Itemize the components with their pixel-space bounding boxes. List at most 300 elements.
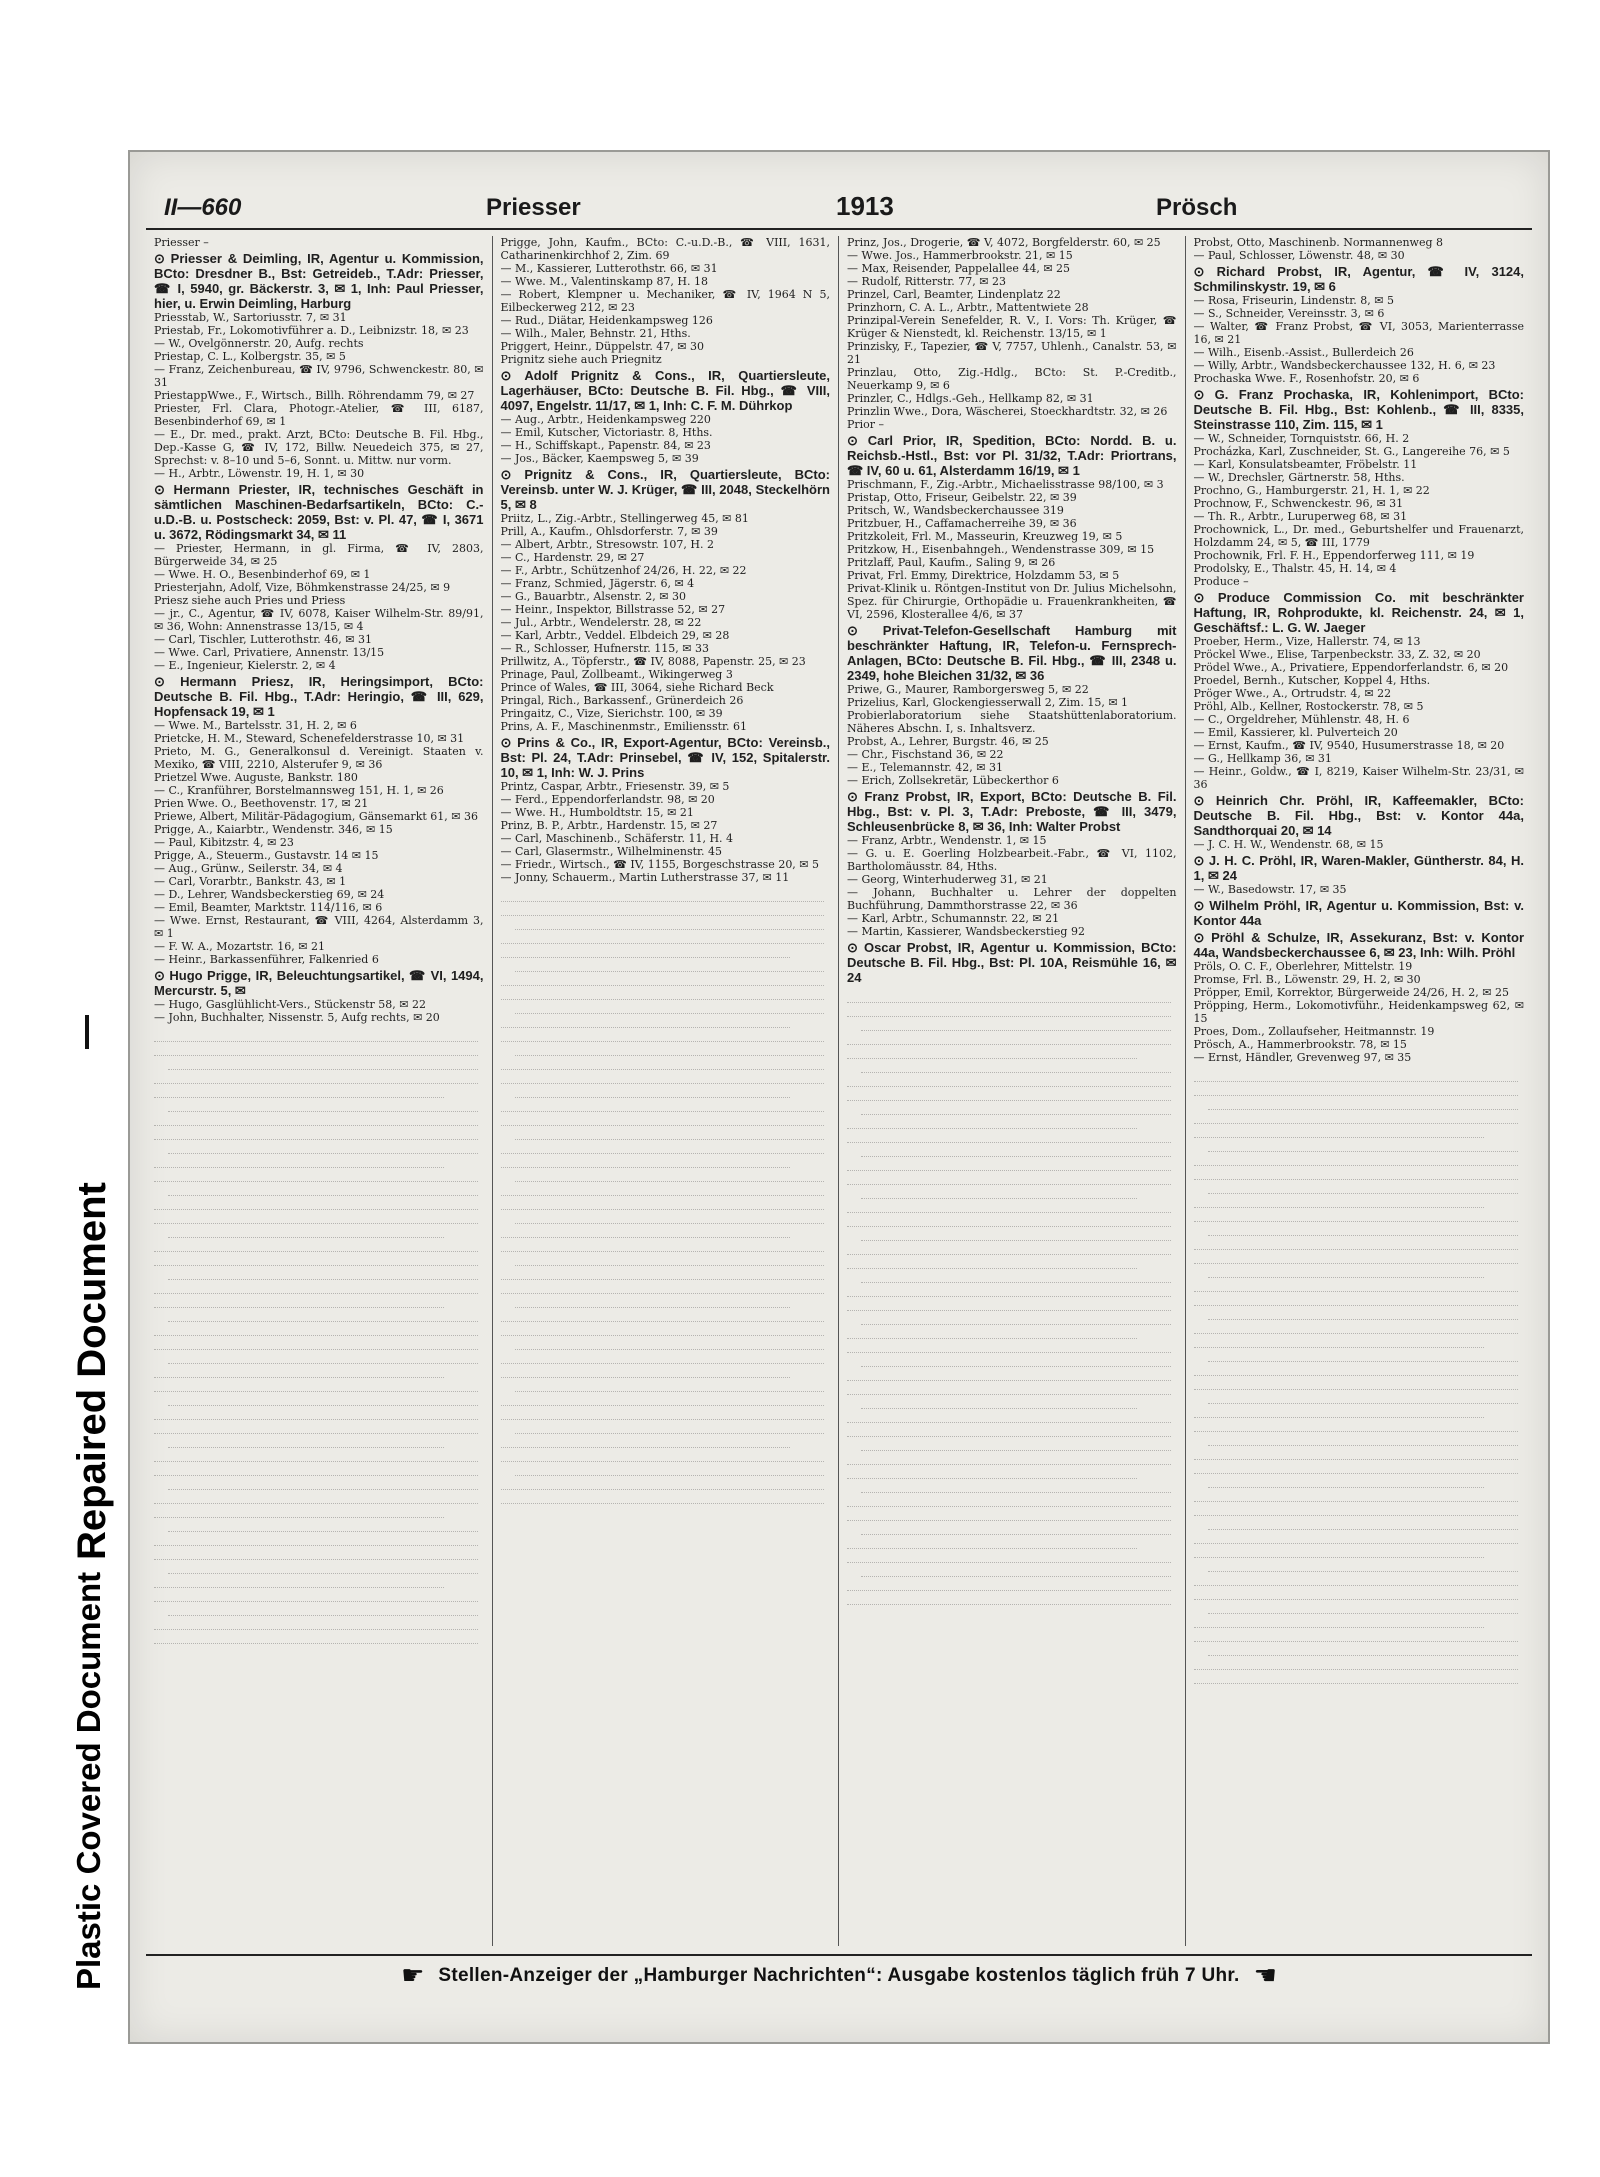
directory-entry-firm: ⊙ Hugo Prigge, IR, Beleuchtungsartikel, ☎ VI, 1494, Mercurstr. 5, ✉ xyxy=(154,968,484,998)
directory-entry: — E., Telemannstr. 42, ✉ 31 xyxy=(847,761,1004,774)
directory-entry: — Wilh., Eisenb.-Assist., Bullerdeich 26 xyxy=(1193,346,1414,359)
illegible-text-line xyxy=(501,1448,825,1462)
directory-entry: — W., Drechsler, Gärtnerstr. 58, Hths. xyxy=(1193,471,1405,484)
illegible-text-line xyxy=(847,1409,1171,1423)
directory-entry: — Ernst, Kaufm., ☎ IV, 9540, Husumerstrasse 18, ✉ 20 xyxy=(1193,739,1505,752)
illegible-text-line xyxy=(1194,1502,1519,1516)
directory-entry: Pringal, Rich., Barkassenf., Grünerdeich 26 xyxy=(500,694,744,707)
illegible-text-line xyxy=(1208,1306,1519,1320)
directory-entry: — S., Schneider, Vereinsstr. 3, ✉ 6 xyxy=(1193,307,1385,320)
illegible-text-line xyxy=(501,1406,825,1420)
illegible-text-line xyxy=(168,1056,478,1070)
directory-entry: Prien Wwe. O., Beethovenstr. 17, ✉ 21 xyxy=(154,797,369,810)
directory-entry: Prietzel Wwe. Auguste, Bankstr. 180 xyxy=(154,771,358,784)
directory-entry: — Wilh., Maler, Behnstr. 21, Hths. xyxy=(500,327,691,340)
directory-entry: — Th. R., Arbtr., Luruperweg 68, ✉ 31 xyxy=(1193,510,1408,523)
illegible-text-line xyxy=(501,1112,825,1126)
illegible-text-line xyxy=(501,1098,825,1112)
directory-entry: Pringaitz, C., Vize, Sierichstr. 100, ✉ 39 xyxy=(500,707,723,720)
directory-entry: Pritsch, W., Wandsbeckerchaussee 319 xyxy=(847,504,1064,517)
illegible-text-line xyxy=(1194,1404,1485,1418)
illegible-text-line xyxy=(168,1560,478,1574)
directory-entry: Prillwitz, A., Töpferstr., ☎ IV, 8088, Papenstr. 25, ✉ 23 xyxy=(500,655,806,668)
scanned-page xyxy=(128,150,1550,2044)
illegible-text-line xyxy=(501,1476,825,1490)
illegible-text-line xyxy=(847,1507,1171,1521)
illegible-text-line xyxy=(154,1280,478,1294)
illegible-text-line xyxy=(847,1255,1137,1269)
directory-entry: — Wwe. M., Bartelsstr. 31, H. 2, ✉ 6 xyxy=(154,719,357,732)
illegible-text-line xyxy=(154,1210,478,1224)
illegible-text-line xyxy=(1194,1530,1519,1544)
directory-entry: — C., Orgeldreher, Mühlenstr. 48, H. 6 xyxy=(1193,713,1410,726)
directory-entry: — Friedr., Wirtsch., ☎ IV, 1155, Borgeschstrasse 20, ✉ 5 xyxy=(500,858,820,871)
directory-entry: Pritzlaff, Paul, Kaufm., Saling 9, ✉ 26 xyxy=(847,556,1056,569)
directory-entry-firm: ⊙ Franz Probst, IR, Export, BCto: Deutsche B. Fil. Hbg., Bst: v. Pl. 3, T.Adr: Preboste, ☎ III, 3479, Schleusenbrücke 8, ✉ 36, Inh: Walter Probst xyxy=(847,789,1177,834)
illegible-text-line xyxy=(154,1364,444,1378)
illegible-text-line xyxy=(1208,1222,1519,1236)
illegible-text-line xyxy=(847,989,1171,1003)
directory-entry: Privat, Frl. Emmy, Direktrice, Holzdamm 53, ✉ 5 xyxy=(847,569,1120,582)
illegible-text-line xyxy=(154,1462,478,1476)
directory-entry: — Ernst, Händler, Grevenweg 97, ✉ 35 xyxy=(1193,1051,1412,1064)
directory-entry: — Carl, Vorarbtr., Bankstr. 43, ✉ 1 xyxy=(154,875,347,888)
illegible-text-line xyxy=(1194,1656,1519,1670)
illegible-text-line xyxy=(1194,1068,1519,1082)
illegible-text-line xyxy=(861,1185,1137,1199)
directory-column xyxy=(1186,236,1533,1946)
illegible-text-line xyxy=(1208,1642,1519,1656)
directory-entry: — Martin, Kassierer, Wandsbeckerstieg 92 xyxy=(847,925,1085,938)
directory-entry: — M., Kassierer, Lutterothstr. 66, ✉ 31 xyxy=(500,262,718,275)
directory-entry: Prignitz siehe auch Priegnitz xyxy=(500,353,662,366)
directory-entry: Pröpping, Herm., Lokomotivführ., Heidenkampsweg 62, ✉ 15 xyxy=(1193,999,1524,1025)
directory-entry: — H., Schiffskapt., Papenstr. 84, ✉ 23 xyxy=(500,439,711,452)
directory-entry: — Jul., Arbtr., Wendelerstr. 28, ✉ 22 xyxy=(500,616,702,629)
directory-entry-firm: ⊙ Heinrich Chr. Pröhl, IR, Kaffeemakler, BCto: Deutsche B. Fil. Hbg., Bst: v. Kontor 44a, Sandthorquai 20, ✉ 14 xyxy=(1193,793,1524,838)
directory-entry: Prill, A., Kaufm., Ohlsdorferstr. 7, ✉ 39 xyxy=(500,525,718,538)
illegible-text-line xyxy=(154,1420,478,1434)
directory-entry: — Rosa, Friseurin, Lindenstr. 8, ✉ 5 xyxy=(1193,294,1394,307)
illegible-text-line xyxy=(501,1322,825,1336)
directory-entry: Prochownick, L., Dr. med., Geburtshelfer und Frauenarzt, Holzdamm 24, ✉ 5, ☎ III, 1779 xyxy=(1193,523,1524,549)
illegible-text-line xyxy=(1194,1152,1519,1166)
directory-entry: — Wwe. H., Humboldtstr. 15, ✉ 21 xyxy=(500,806,694,819)
illegible-text-line xyxy=(168,1098,478,1112)
illegible-text-line xyxy=(1194,1376,1519,1390)
illegible-text-line xyxy=(168,1266,478,1280)
illegible-text-line xyxy=(861,1143,1171,1157)
illegible-text-line xyxy=(861,1059,1171,1073)
directory-entry: — Karl, Arbtr., Schumannstr. 22, ✉ 21 xyxy=(847,912,1060,925)
directory-column xyxy=(146,236,493,1946)
directory-entry: Promse, Frl. B., Löwenstr. 29, H. 2, ✉ 30 xyxy=(1193,973,1421,986)
directory-entry: Pröger Wwe., A., Ortrudstr. 4, ✉ 22 xyxy=(1193,687,1392,700)
directory-entry: Prior – xyxy=(847,418,885,431)
illegible-text-line xyxy=(515,1462,825,1476)
directory-entry: Proes, Dom., Zollaufseher, Heitmannstr. 19 xyxy=(1193,1025,1435,1038)
illegible-text-line xyxy=(501,1238,825,1252)
illegible-text-line xyxy=(1208,1516,1519,1530)
directory-entry: Priewe, Albert, Militär-Pädagogium, Gänsemarkt 61, ✉ 36 xyxy=(154,810,478,823)
directory-entry: — Willy, Arbtr., Wandsbeckerchaussee 132, H. 6, ✉ 23 xyxy=(1193,359,1496,372)
directory-entry: Prigge, John, Kaufm., BCto: C.-u.D.-B., ☎ VIII, 1631, Catharinenkirchhof 2, Zim. 69 xyxy=(500,236,830,262)
directory-entry: — Franz, Arbtr., Wendenstr. 1, ✉ 15 xyxy=(847,834,1047,847)
directory-entry: Priitz, L., Zig.-Arbtr., Stellingerweg 45, ✉ 81 xyxy=(500,512,749,525)
directory-entry: — Aug., Grünw., Seilerstr. 34, ✉ 4 xyxy=(154,862,343,875)
illegible-text-line xyxy=(1194,1208,1519,1222)
illegible-text-line xyxy=(154,1126,478,1140)
directory-entry-firm: ⊙ Adolf Prignitz & Cons., IR, Quartiersleute, Lagerhäuser, BCto: Deutsche B. Fil. Hbg., ☎ VIII, 4097, Engelstr. 11/17, ✉ 1, Inh: C. F. M. Dührkop xyxy=(500,368,830,413)
directory-entry: — Wwe. M., Valentinskamp 87, H. 18 xyxy=(500,275,709,288)
directory-entry-firm: ⊙ Privat-Telefon-Gesellschaft Hamburg mit beschränkter Haftung, IR, Telefon-u. Fernsprech-Anlagen, BCto: Deutsche B. Fil. Hbg., ☎ III, 2348 u. 2349, hohe Bleichen 31/32, ✉ 36 xyxy=(847,623,1177,683)
illegible-text-line xyxy=(501,1070,825,1084)
directory-entry: — Carl, Maschinenb., Schäferstr. 11, H. 4 xyxy=(500,832,734,845)
directory-entry: — Emil, Beamter, Marktstr. 114/116, ✉ 6 xyxy=(154,901,383,914)
illegible-text-line xyxy=(501,1140,825,1154)
illegible-text-block xyxy=(501,888,831,1504)
illegible-text-line xyxy=(847,1241,1171,1255)
illegible-text-line xyxy=(1194,1278,1519,1292)
illegible-text-line xyxy=(501,1308,825,1322)
directory-entry: Prince of Wales, ☎ III, 3064, siehe Richard Beck xyxy=(500,681,774,694)
illegible-text-line xyxy=(861,1563,1171,1577)
directory-entry-firm: ⊙ Richard Probst, IR, Agentur, ☎ IV, 3124, Schmilinskystr. 19, ✉ 6 xyxy=(1193,264,1524,294)
illegible-text-line xyxy=(1208,1432,1519,1446)
directory-entry: Prieto, M. G., Generalkonsul d. Vereinigt. Staaten v. Mexiko, ☎ VIII, 2210, Alsterufer 9, ✉ 36 xyxy=(154,745,484,771)
directory-entry: Produce – xyxy=(1193,575,1249,588)
directory-entry-firm: ⊙ Hermann Priester, IR, technisches Geschäft in sämtlichen Maschinen-Bedarfsartikeln, BCto: C.-u.D.-B. u. Postscheck: 2059, Bst: v. Pl. 47, ☎ I, 3671 u. 3672, Rödingsmarkt 34, ✉ 11 xyxy=(154,482,484,542)
illegible-text-line xyxy=(154,1238,478,1252)
illegible-text-line xyxy=(515,1042,825,1056)
illegible-text-line xyxy=(861,1521,1171,1535)
illegible-text-line xyxy=(515,1126,825,1140)
directory-entry: Prinzler, C., Hdlgs.-Geh., Hellkamp 82, ✉ 31 xyxy=(847,392,1094,405)
footer-advert xyxy=(146,1954,1532,1996)
illegible-text-line xyxy=(154,1028,478,1042)
illegible-text-line xyxy=(168,1308,478,1322)
directory-entry: Prochownik, Frl. F. H., Eppendorferweg 111, ✉ 19 xyxy=(1193,549,1475,562)
directory-entry: — Carl, Tischler, Lutterothstr. 46, ✉ 31 xyxy=(154,633,372,646)
directory-entry: Prizelius, Karl, Glockengiesserwall 2, Zim. 15, ✉ 1 xyxy=(847,696,1129,709)
illegible-text-line xyxy=(168,1182,478,1196)
illegible-text-line xyxy=(515,1168,825,1182)
illegible-text-line xyxy=(501,1490,825,1504)
illegible-text-line xyxy=(501,944,791,958)
directory-entry: Prödel Wwe., A., Privatiere, Eppendorferlandstr. 6, ✉ 20 xyxy=(1193,661,1509,674)
directory-entry: Probierlaboratorium siehe Staatshüttenlaboratorium. Näheres Abschn. I, s. Inhaltsverz. xyxy=(847,709,1177,735)
directory-entry: — Chr., Fischstand 36, ✉ 22 xyxy=(847,748,1004,761)
illegible-text-line xyxy=(515,1210,825,1224)
illegible-text-line xyxy=(154,1336,478,1350)
illegible-text-line xyxy=(154,1490,478,1504)
illegible-text-line xyxy=(501,1350,825,1364)
directory-entry: — Wwe. H. O., Besenbinderhof 69, ✉ 1 xyxy=(154,568,371,581)
directory-entry: Prischmann, F., Zig.-Arbtr., Michaelisstrasse 98/100, ✉ 3 xyxy=(847,478,1164,491)
directory-entry: Prochno, G., Hamburgerstr. 21, H. 1, ✉ 22 xyxy=(1193,484,1430,497)
directory-column xyxy=(493,236,840,1946)
directory-entry: — jr., C., Agentur, ☎ IV, 6078, Kaiser Wilhelm-Str. 89/91, ✉ 36, Wohn: Annenstrasse 13/15, ✉ 4 xyxy=(154,607,484,633)
illegible-text-line xyxy=(847,1465,1137,1479)
directory-entry: — Hugo, Gasglühlicht-Vers., Stückenstr 58, ✉ 22 xyxy=(154,998,426,1011)
directory-entry: — W., Basedowstr. 17, ✉ 35 xyxy=(1193,883,1347,896)
directory-entry: — Emil, Kassierer, kl. Pulverteich 20 xyxy=(1193,726,1398,739)
illegible-text-line xyxy=(154,1630,478,1644)
illegible-text-line xyxy=(501,1028,825,1042)
header-year: 1913 xyxy=(836,191,894,221)
directory-entry: Prodolsky, E., Thalstr. 45, H. 14, ✉ 4 xyxy=(1193,562,1397,575)
directory-entry: — Franz, Schmied, Jägerstr. 6, ✉ 4 xyxy=(500,577,695,590)
illegible-text-line xyxy=(168,1434,444,1448)
illegible-text-line xyxy=(1208,1474,1485,1488)
directory-entry: — Rudolf, Ritterstr. 77, ✉ 23 xyxy=(847,275,1006,288)
directory-entry: Prinage, Paul, Zollbeamt., Wikingerweg 3 xyxy=(500,668,733,681)
illegible-text-line xyxy=(847,1535,1137,1549)
illegible-text-line xyxy=(1208,1138,1519,1152)
illegible-text-line xyxy=(1208,1390,1519,1404)
directory-entry: Prochaska Wwe. F., Rosenhofstr. 20, ✉ 6 xyxy=(1193,372,1420,385)
directory-entry: — R., Schlosser, Hufnerstr. 115, ✉ 33 xyxy=(500,642,709,655)
directory-column xyxy=(839,236,1186,1946)
directory-entry-firm: ⊙ Priesser & Deimling, IR, Agentur u. Kommission, BCto: Dresdner B., Bst: Getreideb., T.Adr: Priesser, ☎ I, 5940, gr. Bäckerstr. 3, ✉ 1, Inh: Paul Priesser, hier, u. Erwin Deimling, Harburg xyxy=(154,251,484,311)
directory-entry: Pröpper, Emil, Korrektor, Bürgerweide 24/26, H. 2, ✉ 25 xyxy=(1193,986,1509,999)
illegible-text-line xyxy=(1194,1614,1485,1628)
directory-entry: — Karl, Konsulatsbeamter, Fröbelstr. 11 xyxy=(1193,458,1418,471)
directory-entry: — W., Ovelgönnerstr. 20, Aufg. rechts xyxy=(154,337,364,350)
directory-entry: — Heinr., Inspektor, Billstrasse 52, ✉ 27 xyxy=(500,603,726,616)
directory-entry: — H., Arbtr., Löwenstr. 19, H. 1, ✉ 30 xyxy=(154,467,365,480)
illegible-text-line xyxy=(515,1336,825,1350)
directory-entry: Proeber, Herm., Vize, Hallerstr. 74, ✉ 13 xyxy=(1193,635,1421,648)
directory-entry: — Paul, Schlosser, Löwenstr. 48, ✉ 30 xyxy=(1193,249,1405,262)
illegible-text-line xyxy=(1194,1446,1519,1460)
directory-entry: — F. W. A., Mozartstr. 16, ✉ 21 xyxy=(154,940,325,953)
illegible-text-line xyxy=(501,1014,791,1028)
illegible-text-line xyxy=(168,1350,478,1364)
directory-entry: Priester, Frl. Clara, Photogr.-Atelier, ☎ III, 6187, Besenbinderhof 69, ✉ 1 xyxy=(154,402,484,428)
directory-entry: Pritzbuer, H., Caffamacherreihe 39, ✉ 36 xyxy=(847,517,1077,530)
illegible-text-line xyxy=(847,1087,1171,1101)
illegible-text-line xyxy=(154,1574,444,1588)
illegible-text-block xyxy=(1194,1068,1525,1684)
illegible-text-line xyxy=(154,1546,478,1560)
illegible-text-line xyxy=(861,1395,1137,1409)
illegible-text-line xyxy=(501,1392,825,1406)
header-first-name: Priesser xyxy=(486,194,581,221)
illegible-text-line xyxy=(154,1532,478,1546)
illegible-text-line xyxy=(1194,1628,1519,1642)
directory-entry: — E., Dr. med., prakt. Arzt, BCto: Deutsche B. Fil. Hbg., Dep.-Kasse G, ☎ IV, 172, Billw. Neuedeich 375, ✉ 27, Sprechst: v. 8–10 und 5–6, Sonnt. u. Mittw. nur vorm. xyxy=(154,428,484,467)
illegible-text-line xyxy=(847,1157,1171,1171)
illegible-text-line xyxy=(847,1199,1171,1213)
directory-entry: Priggert, Heinr., Düppelstr. 47, ✉ 30 xyxy=(500,340,705,353)
directory-entry: Prösch, A., Hammerbrookstr. 78, ✉ 15 xyxy=(1193,1038,1407,1051)
illegible-text-line xyxy=(154,1378,478,1392)
illegible-text-line xyxy=(1194,1544,1485,1558)
illegible-text-line xyxy=(847,1367,1171,1381)
repaired-document-label: Repaired Document xyxy=(70,1182,114,1560)
directory-entry: — Franz, Zeichenbureau, ☎ IV, 9796, Schwenckestr. 80, ✉ 31 xyxy=(154,363,484,389)
directory-entry: — Georg, Winterhuderweg 31, ✉ 21 xyxy=(847,873,1048,886)
illegible-text-line xyxy=(154,1294,444,1308)
directory-entry-firm: ⊙ Oscar Probst, IR, Agentur u. Kommission, BCto: Deutsche B. Fil. Hbg., Bst: Pl. 10A, Reismühle 16, ✉ 24 xyxy=(847,940,1177,985)
pointing-hand-left-icon: ☚ xyxy=(1253,1961,1277,1991)
illegible-text-block xyxy=(847,989,1177,1605)
illegible-text-line xyxy=(847,1045,1137,1059)
illegible-text-line xyxy=(1208,1558,1519,1572)
illegible-text-line xyxy=(154,1252,478,1266)
illegible-text-line xyxy=(1208,1180,1519,1194)
illegible-text-line xyxy=(847,1115,1137,1129)
directory-entry: — Jonny, Schauerm., Martin Lutherstrasse 37, ✉ 11 xyxy=(500,871,790,884)
illegible-text-line xyxy=(515,958,825,972)
directory-entry: PriestappWwe., F., Wirtsch., Billh. Röhrendamm 79, ✉ 27 xyxy=(154,389,475,402)
directory-entry: — Wwe. Carl, Privatiere, Annenstr. 13/15 xyxy=(154,646,385,659)
illegible-text-line xyxy=(168,1224,444,1238)
directory-entry: — Walter, ☎ Franz Probst, ☎ VI, 3053, Marienterrasse 16, ✉ 21 xyxy=(1193,320,1524,346)
illegible-text-line xyxy=(1194,1460,1519,1474)
directory-entry: — W., Schneider, Tornquiststr. 66, H. 2 xyxy=(1193,432,1410,445)
directory-entry-firm: ⊙ Pröhl & Schulze, IR, Assekuranz, Bst: v. Kontor 44a, Wandsbeckerchaussee 6, ✉ 23, Inh: Wilh. Pröhl xyxy=(1193,930,1524,960)
illegible-text-line xyxy=(154,1196,478,1210)
illegible-text-line xyxy=(515,1252,825,1266)
illegible-text-line xyxy=(501,1056,825,1070)
directory-entry: Prinz, Jos., Drogerie, ☎ V, 4072, Borgfelderstr. 60, ✉ 25 xyxy=(847,236,1161,249)
illegible-text-line xyxy=(154,1322,478,1336)
directory-entry: Procházka, Karl, Zuschneider, St. G., Langereihe 76, ✉ 5 xyxy=(1193,445,1510,458)
directory-entry-firm: ⊙ Produce Commission Co. mit beschränkter Haftung, IR, Rohprodukte, kl. Reichenstr. 24, ✉ 1, Geschäftsf.: L. G. W. Jaeger xyxy=(1193,590,1524,635)
directory-entry: Priwe, G., Maurer, Ramborgersweg 5, ✉ 22 xyxy=(847,683,1089,696)
illegible-text-line xyxy=(847,1577,1171,1591)
directory-entry: — Johann, Buchhalter u. Lehrer der doppelten Buchführung, Dammthorstrasse 22, ✉ 36 xyxy=(847,886,1177,912)
illegible-text-line xyxy=(847,1423,1171,1437)
illegible-text-line xyxy=(1194,1334,1485,1348)
directory-entry: — Emil, Kutscher, Victoriastr. 8, Hths. xyxy=(500,426,713,439)
illegible-text-line xyxy=(1194,1320,1519,1334)
illegible-text-line xyxy=(515,1420,825,1434)
directory-entry: Priestap, C. L., Kolbergstr. 35, ✉ 5 xyxy=(154,350,346,363)
illegible-text-line xyxy=(154,1616,478,1630)
header-last-name: Prösch xyxy=(1156,194,1238,221)
illegible-text-line xyxy=(168,1476,478,1490)
illegible-text-line xyxy=(1194,1586,1519,1600)
illegible-text-line xyxy=(154,1448,478,1462)
directory-entry-firm: ⊙ Hermann Priesz, IR, Heringsimport, BCto: Deutsche B. Fil. Hbg., T.Adr: Heringio, ☎ III, 629, Hopfensack 19, ✉ 1 xyxy=(154,674,484,719)
directory-entry: Priesterjahn, Adolf, Vize, Böhmkenstrasse 24/25, ✉ 9 xyxy=(154,581,451,594)
illegible-text-line xyxy=(1208,1096,1519,1110)
directory-entry-firm: ⊙ Prignitz & Cons., IR, Quartiersleute, BCto: Vereinsb. unter W. J. Krüger, ☎ III, 2048, Steckelhörn 5, ✉ 8 xyxy=(500,467,830,512)
illegible-text-line xyxy=(154,1504,444,1518)
illegible-text-line xyxy=(847,1031,1171,1045)
directory-entry: — Karl, Arbtr., Veddel. Elbdeich 29, ✉ 28 xyxy=(500,629,730,642)
illegible-text-line xyxy=(847,1283,1171,1297)
directory-entry: — Robert, Klempner u. Mechaniker, ☎ IV, 1964 N 5, Eilbeckerweg 212, ✉ 23 xyxy=(500,288,830,314)
illegible-text-line xyxy=(847,1213,1171,1227)
illegible-text-line xyxy=(168,1392,478,1406)
plastic-covered-label: Plastic Covered Document xyxy=(70,1571,107,1990)
illegible-text-line xyxy=(501,1224,791,1238)
illegible-text-line xyxy=(154,1042,478,1056)
illegible-text-line xyxy=(501,1434,791,1448)
illegible-text-line xyxy=(501,1154,791,1168)
illegible-text-line xyxy=(501,972,825,986)
directory-entry: Prietcke, H. M., Steward, Schenefelderstrasse 10, ✉ 31 xyxy=(154,732,465,745)
directory-entry: Pritzkow, H., Eisenbahngeh., Wendenstrasse 309, ✉ 15 xyxy=(847,543,1155,556)
directory-entry: — Jos., Bäcker, Kaempsweg 5, ✉ 39 xyxy=(500,452,699,465)
directory-entry: — D., Lehrer, Wandsbeckerstieg 69, ✉ 24 xyxy=(154,888,385,901)
illegible-text-line xyxy=(847,1339,1171,1353)
directory-entry: Priesstab, W., Sartoriusstr. 7, ✉ 31 xyxy=(154,311,347,324)
directory-entry: — Albert, Arbtr., Stresowstr. 107, H. 2 xyxy=(500,538,714,551)
directory-entry: — C., Hardenstr. 29, ✉ 27 xyxy=(500,551,645,564)
directory-entry: Probst, A., Lehrer, Burgstr. 46, ✉ 25 xyxy=(847,735,1049,748)
illegible-text-line xyxy=(847,1451,1171,1465)
illegible-text-line xyxy=(154,1112,478,1126)
directory-entry: Prinz, B. P., Arbtr., Hardenstr. 15, ✉ 27 xyxy=(500,819,718,832)
directory-entry: Prinzisky, F., Tapezier, ☎ V, 7757, Uhlenh., Canalstr. 53, ✉ 21 xyxy=(847,340,1177,366)
directory-entry: Prigge, A., Steuerm., Gustavstr. 14 ✉ 15 xyxy=(154,849,379,862)
directory-columns xyxy=(146,236,1532,1946)
directory-entry: Prinzlau, Otto, Zig.-Hdlg., BCto: St. P.-Creditb., Neuerkamp 9, ✉ 6 xyxy=(847,366,1177,392)
directory-entry: Prinzlin Wwe., Dora, Wäscherei, Stoeckhardtstr. 32, ✉ 26 xyxy=(847,405,1168,418)
illegible-text-line xyxy=(847,1591,1171,1605)
illegible-text-line xyxy=(847,1325,1137,1339)
directory-entry: — J. C. H. W., Wendenstr. 68, ✉ 15 xyxy=(1193,838,1384,851)
directory-entry: — F., Arbtr., Schützenhof 24/26, H. 22, ✉ 22 xyxy=(500,564,747,577)
directory-entry-firm: ⊙ Prins & Co., IR, Export-Agentur, BCto: Vereinsb., Bst: Pl. 24, T.Adr: Prinsebel, ☎ IV, 152, Spitalerstr. 10, ✉ 1, Inh: W. J. Prins xyxy=(500,735,830,780)
illegible-text-line xyxy=(861,1227,1171,1241)
illegible-text-line xyxy=(1194,1572,1519,1586)
illegible-text-line xyxy=(515,916,825,930)
directory-entry: — Wwe. Jos., Hammerbrookstr. 21, ✉ 15 xyxy=(847,249,1073,262)
directory-entry: — E., Ingenieur, Kielerstr. 2, ✉ 4 xyxy=(154,659,336,672)
illegible-text-line xyxy=(861,1311,1171,1325)
directory-entry: — Erich, Zollsekretär, Lübeckerthor 6 xyxy=(847,774,1059,787)
illegible-text-line xyxy=(501,1364,791,1378)
directory-entry-firm: ⊙ J. H. C. Pröhl, IR, Waren-Makler, Güntherstr. 84, H. 1, ✉ 24 xyxy=(1193,853,1524,883)
illegible-text-line xyxy=(1194,1670,1519,1684)
directory-entry: Pristap, Otto, Friseur, Geibelstr. 22, ✉ 39 xyxy=(847,491,1077,504)
illegible-text-line xyxy=(1194,1236,1519,1250)
illegible-text-line xyxy=(861,1017,1171,1031)
directory-entry: Priesser – xyxy=(154,236,209,249)
illegible-text-line xyxy=(1194,1166,1519,1180)
directory-entry: Pröls, O. C. F., Oberlehrer, Mittelstr. 19 xyxy=(1193,960,1413,973)
illegible-text-line xyxy=(154,1154,444,1168)
illegible-text-line xyxy=(515,1000,825,1014)
illegible-text-line xyxy=(1208,1348,1519,1362)
illegible-text-line xyxy=(1194,1292,1519,1306)
directory-entry: Prigge, A., Kaiarbtr., Wendenstr. 346, ✉ 15 xyxy=(154,823,393,836)
illegible-text-line xyxy=(847,1003,1171,1017)
illegible-text-line xyxy=(847,1129,1171,1143)
directory-entry: — G. u. E. Goerling Holzbearbeit.-Fabr., ☎ VI, 1102, Bartholomäusstr. 84, Hths. xyxy=(847,847,1177,873)
directory-entry: Pröckel Wwe., Elise, Tarpenbeckstr. 33, Z. 32, ✉ 20 xyxy=(1193,648,1481,661)
illegible-text-line xyxy=(154,1588,478,1602)
directory-entry: Priestab, Fr., Lokomotivführer a. D., Leibnizstr. 18, ✉ 23 xyxy=(154,324,469,337)
directory-entry: Pröhl, Alb., Kellner, Rostockerstr. 78, ✉ 5 xyxy=(1193,700,1424,713)
directory-entry: Printz, Caspar, Arbtr., Friesenstr. 39, ✉ 5 xyxy=(500,780,730,793)
directory-entry: — Priester, Hermann, in gl. Firma, ☎ IV, 2803, Bürgerweide 34, ✉ 25 xyxy=(154,542,484,568)
directory-entry: — Heinr., Barkassenführer, Falkenried 6 xyxy=(154,953,379,966)
illegible-text-line xyxy=(847,1073,1171,1087)
illegible-text-line xyxy=(1194,1250,1519,1264)
directory-entry: Probst, Otto, Maschinenb. Normannenweg 8 xyxy=(1193,236,1444,249)
illegible-text-line xyxy=(501,1266,825,1280)
directory-entry: — G., Hellkamp 36, ✉ 31 xyxy=(1193,752,1332,765)
directory-entry: Prochnow, F., Schwenckestr. 96, ✉ 31 xyxy=(1193,497,1404,510)
directory-entry: — Heinr., Goldw., ☎ I, 8219, Kaiser Wilhelm-Str. 23/31, ✉ 36 xyxy=(1193,765,1524,791)
